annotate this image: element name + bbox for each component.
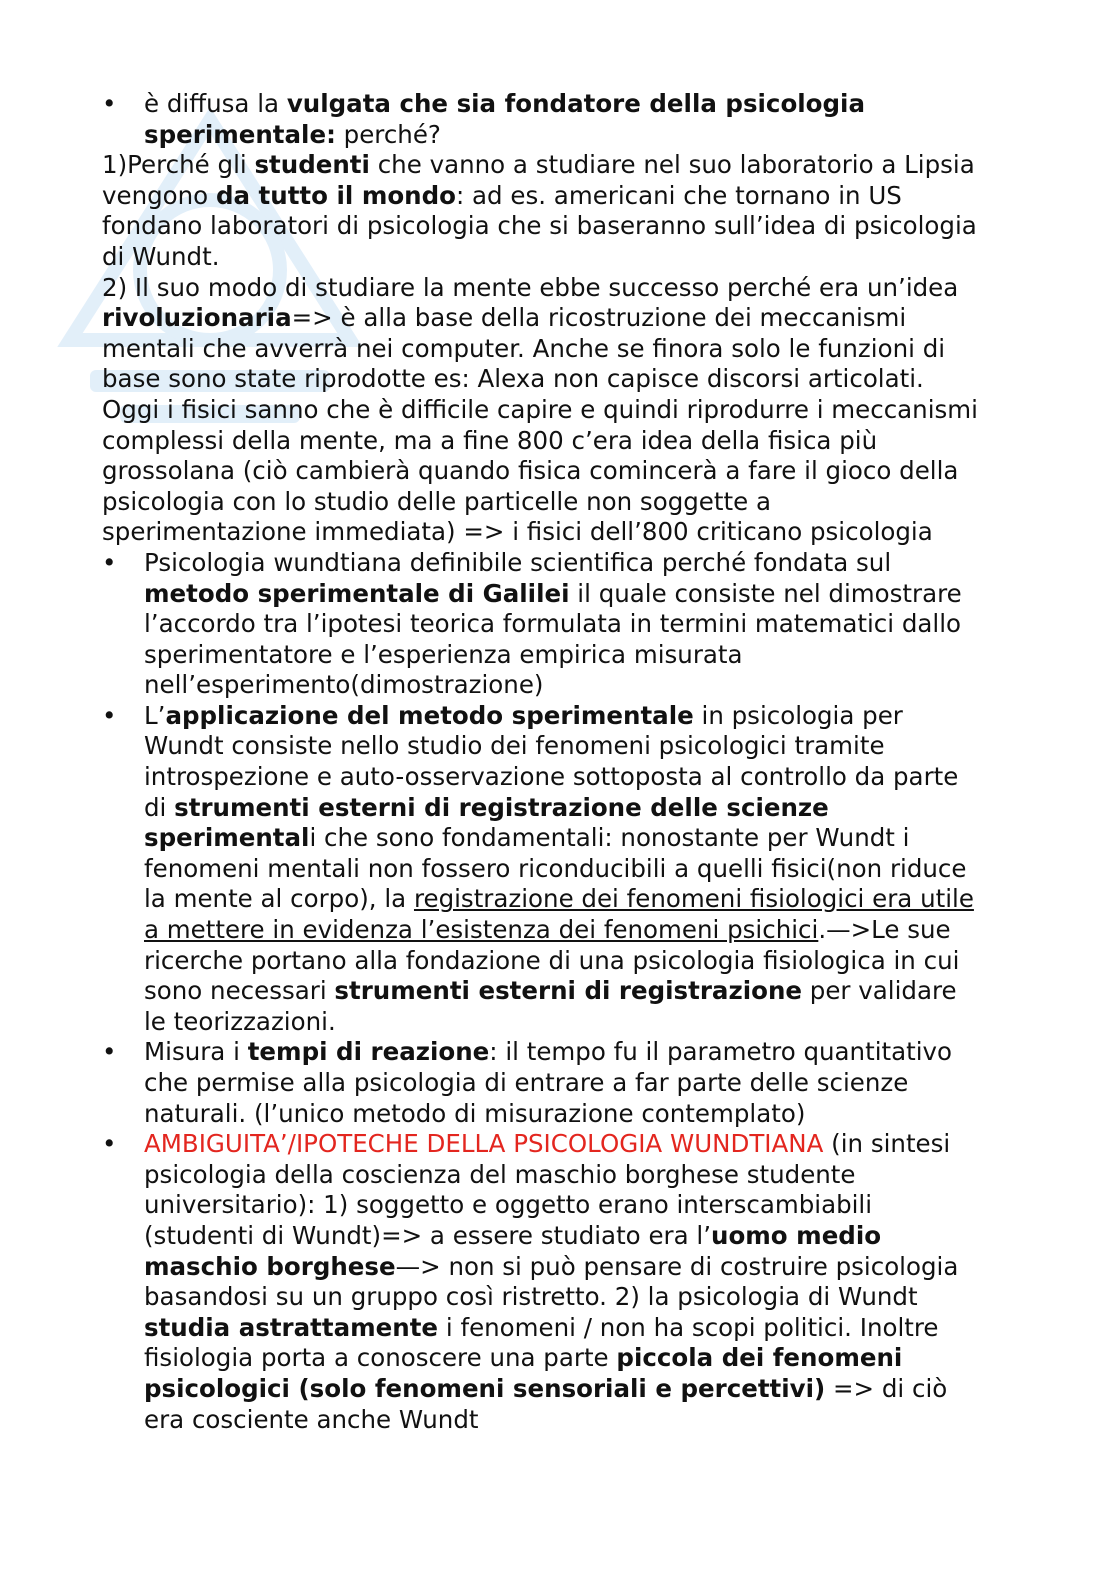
text-run: L’ xyxy=(144,700,166,730)
paragraph-rivoluzionaria xyxy=(102,273,982,548)
text-run: Psicologia wundtiana definibile scientifica perché fondata sul xyxy=(144,547,892,577)
text-run: : ad es. americani che tornano in US fondano laboratori di psicologia che si baseranno sull’idea di psicologia di Wundt. xyxy=(102,180,977,271)
bullet-item-tempi xyxy=(102,1037,982,1129)
bullet-item-applicazione xyxy=(102,701,982,1038)
bold-run: uomo medio maschio borghese xyxy=(144,1220,882,1281)
bullet-marker: • xyxy=(102,700,117,730)
bold-run: vulgata che sia fondatore della psicologia sperimentale: xyxy=(144,89,865,149)
bold-run: da tutto il mondo xyxy=(215,180,456,210)
text-run: .—>Le sue ricerche portano alla fondazione di una psicologia fisiologica in cui sono necessari xyxy=(144,915,960,1006)
bold-run: studia astrattamente xyxy=(144,1312,439,1342)
bullet-item-vulgata xyxy=(102,89,982,150)
bullet-marker: • xyxy=(102,547,117,577)
text-run: che vanno a studiare nel suo laboratorio a Lipsia vengono xyxy=(102,150,975,210)
bullet-marker: • xyxy=(102,1129,117,1159)
underlined-run: registrazione dei fenomeni fisiologici era utile a mettere in evidenza l’esistenza dei fenomeni psichici xyxy=(144,884,974,945)
text-run: 1)Perché gli xyxy=(102,150,255,180)
text-run: in psicologia per Wundt consiste nello studio dei fenomeni psicologici tramite introspezione e auto-osservazione sottoposta al controllo da parte di xyxy=(144,700,959,822)
red-heading-run: AMBIGUITA’/IPOTECHE DELLA PSICOLOGIA WUNDTIANA xyxy=(144,1129,824,1159)
bold-run: rivoluzionaria xyxy=(102,303,292,333)
bullet-marker: • xyxy=(102,89,117,118)
bullet-item-ambiguita xyxy=(102,1129,982,1435)
text-run: : il tempo fu il parametro quantitativo che permise alla psicologia di entrare a far parte delle scienze naturali. (l’unico metodo di misurazione contemplato) xyxy=(144,1037,953,1128)
bold-run: metodo sperimentale di Galilei xyxy=(144,578,570,608)
text-run: i che sono fondamentali: nonostante per Wundt i fenomeni mentali non fossero riconducibili a quelli fisici(non riduce la mente al corpo), la xyxy=(144,823,967,914)
text-run: => di ciò era cosciente anche Wundt xyxy=(144,1373,948,1434)
text-run: Misura i xyxy=(144,1037,248,1067)
bold-run: tempi di reazione xyxy=(247,1037,490,1067)
text-run: è diffusa la xyxy=(144,89,287,118)
text-run: i fenomeni / non ha scopi politici. Inoltre fisiologia porta a conoscere una parte xyxy=(144,1312,939,1373)
document-body xyxy=(102,89,982,1435)
bold-run: studenti xyxy=(254,150,370,180)
text-run: (in sintesi psicologia della coscienza del maschio borghese studente universitario): 1) soggetto e oggetto erano interscambiabili (studenti di Wundt)=> a essere studiato era l’ xyxy=(144,1129,951,1250)
bold-run: strumenti esterni di registrazione xyxy=(334,976,803,1006)
bold-run: applicazione del metodo sperimentale xyxy=(165,700,694,730)
text-run: => è alla base della ricostruzione dei meccanismi mentali che avverrà nei computer. Anche se finora solo le funzioni di base sono state riprodotte es: Alexa non capisce discorsi articolati. Oggi i fisici sanno che è difficile capire e quindi riprodurre i meccanismi complessi della mente, ma a fine 800 c’era idea della fisica più grossolana (ciò cambierà quando fisica comincerà a fare il gioco della psicologia con lo studio delle particelle non soggette a sperimentazione immediata) => i fisici dell’800 criticano psicologia xyxy=(102,303,978,547)
bold-run: piccola dei fenomeni psicologici (solo fenomeni sensoriali e percettivi) xyxy=(144,1343,903,1403)
text-run: —> non si può pensare di costruire psicologia basandosi su un gruppo così ristretto. 2) la psicologia di Wundt xyxy=(144,1251,959,1312)
text-run: per validare le teorizzazioni. xyxy=(144,976,957,1036)
paragraph-studenti xyxy=(102,150,982,272)
text-run: 2) Il suo modo di studiare la mente ebbe successo perché era un’idea xyxy=(102,272,959,302)
bold-run: strumenti esterni di registrazione delle scienze sperimental xyxy=(144,792,829,853)
bullet-item-galilei xyxy=(102,548,982,701)
text-run: il quale consiste nel dimostrare l’accordo tra l’ipotesi teorica formulata in termini matematici dallo sperimentatore e l’esperienza empirica misurata nell’esperimento(dimostrazione) xyxy=(144,578,962,700)
text-run: perché? xyxy=(335,119,441,149)
bullet-marker: • xyxy=(102,1037,117,1067)
